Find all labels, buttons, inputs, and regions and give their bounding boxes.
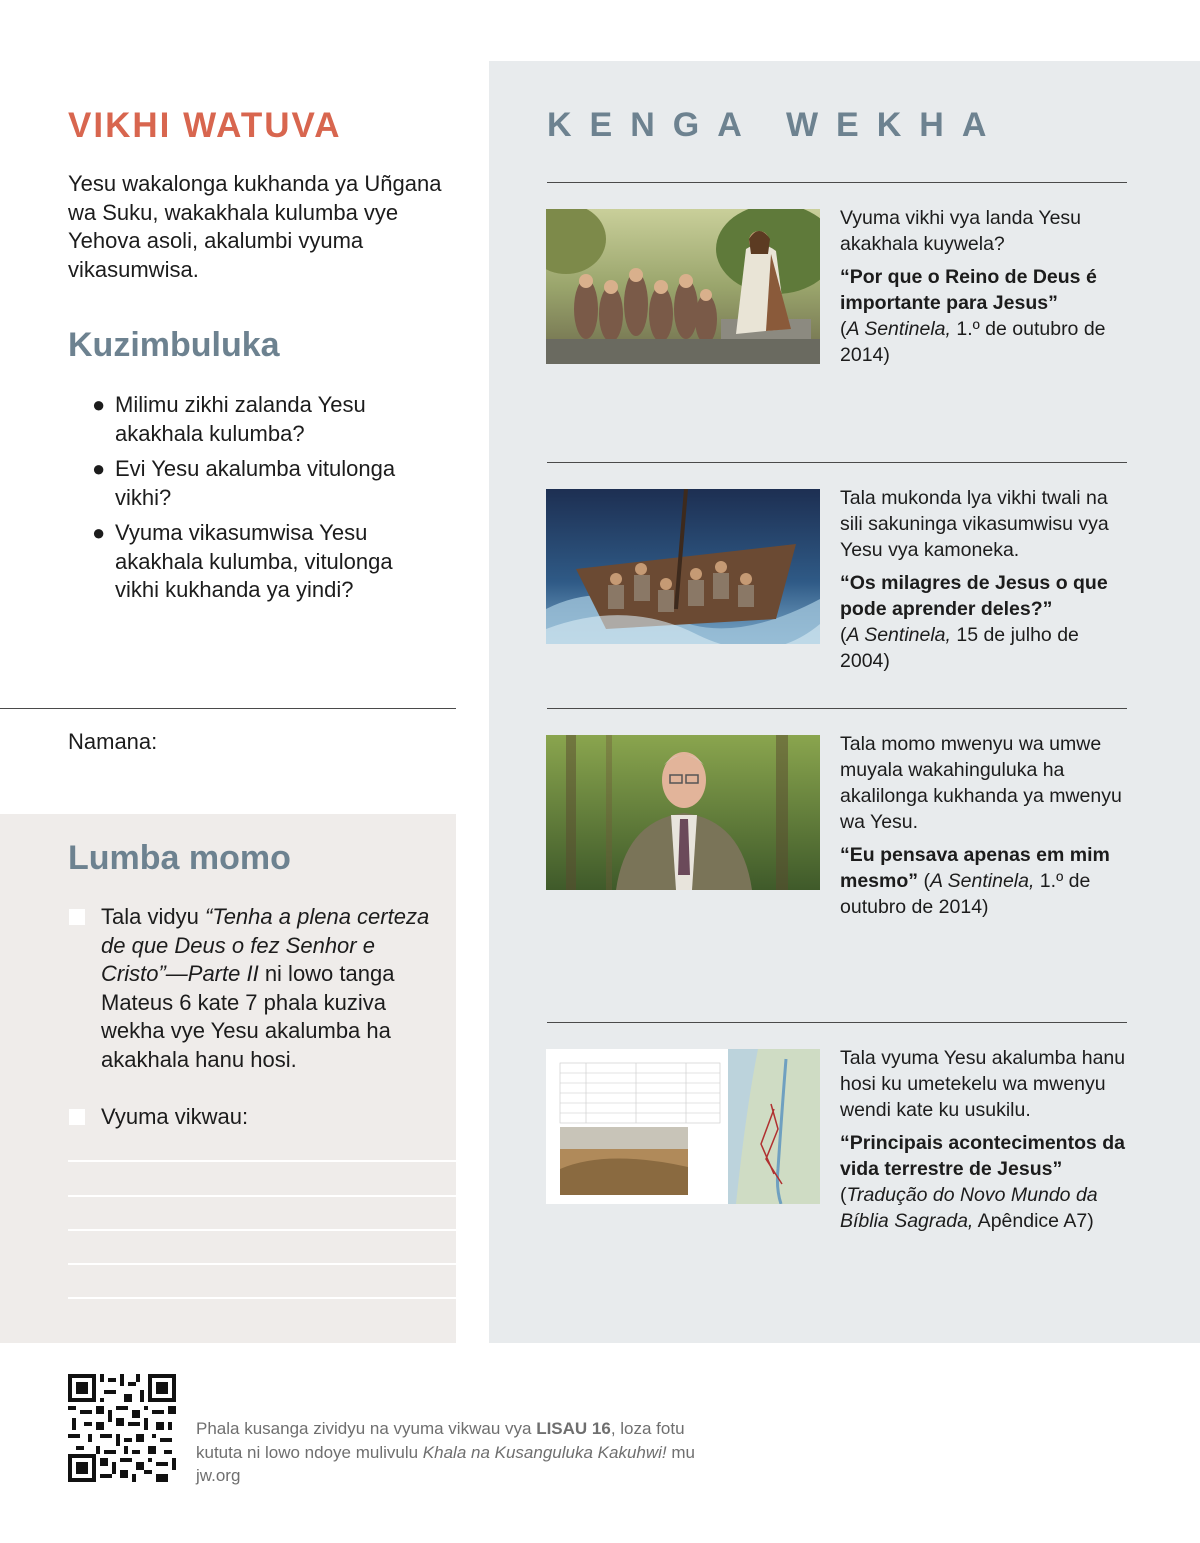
footer-note: Phala kusanga zividyu na vyuma vikwau vya LISAU 16, loza fotu kututa ni lowo ndoye mulivulu Khala na Kusanguluka Kakuhwi! mu jw.org — [196, 1419, 695, 1485]
writing-line[interactable] — [68, 1297, 456, 1299]
jesus-teaching-image[interactable] — [546, 209, 820, 364]
resources-heading: KENGA WEKHA — [547, 106, 1005, 144]
boat-storm-image[interactable] — [546, 489, 820, 644]
reference-title[interactable]: “Os milagres de Jesus o que pode aprender deles?” — [840, 572, 1108, 620]
publication-name: A Sentinela, — [846, 624, 951, 646]
review-question: ● Evi Yesu akalumba vitulonga vikhi? — [92, 456, 396, 510]
reference-item: Tala momo mwenyu wa umwe muyala wakahinguluka ha akalilonga kukhanda ya mwenyu wa Yesu. “Eu pensava apenas em mim mesmo” (A Sentinela, 1.º de outubro de 2014) — [840, 731, 1130, 920]
summary-text: Yesu wakalonga kukhanda ya Uñgana wa Suku, wakakhala kulumba vye Yehova asoli, akalumbi vyuma vikasumwisa. — [68, 171, 442, 282]
task-list — [68, 903, 438, 1161]
checkbox[interactable] — [69, 909, 85, 925]
reference-question: Tala mukonda lya vikhi twali na sili sakuninga vikasumwisu vya Yesu vya kamoneka. — [840, 487, 1109, 561]
review-question: ● Vyuma vikasumwisa Yesu akakhala kulumba, vitulonga vikhi kukhanda ya yindi? — [92, 520, 393, 602]
reference-question: Tala momo mwenyu wa umwe muyala wakahinguluka ha akalilonga kukhanda ya mwenyu wa Yesu. — [840, 733, 1122, 833]
reference-item: Vyuma vikhi vya landa Yesu akakhala kuywela? “Por que o Reino de Deus é importante para Jesus” (A Sentinela, 1.º de outubro de 2014) — [840, 205, 1130, 368]
review-question-list — [90, 391, 430, 612]
task-item — [68, 1103, 438, 1132]
publication-name: A Sentinela, — [846, 318, 951, 340]
review-heading: Kuzimbuluka — [68, 326, 280, 364]
try-heading: Lumba momo — [68, 839, 291, 877]
divider — [547, 708, 1127, 709]
video-title: “Tenha a plena certeza de que Deus o fez Senhor e Cristo”—Parte II — [101, 904, 430, 986]
reference-question: Tala vyuma Yesu akalumba hanu hosi ku umetekelu wa mwenyu wendi kate ku usukilu. — [840, 1047, 1126, 1121]
reference-item: Tala mukonda lya vikhi twali na sili sakuninga vikasumwisu vya Yesu vya kamoneka. “Os milagres de Jesus o que pode aprender deles?” (A Sentinela, 15 de julho de 2004) — [840, 485, 1130, 674]
writing-line[interactable] — [68, 1229, 456, 1231]
summary-heading: VIKHI WATUVA — [68, 106, 342, 145]
writing-line[interactable] — [68, 1263, 456, 1265]
man-portrait-image[interactable] — [546, 735, 820, 890]
checkbox[interactable] — [69, 1109, 85, 1125]
namana-label: Namana: — [68, 729, 158, 754]
publication-name: Tradução do Novo Mundo da Bíblia Sagrada, — [840, 1184, 1098, 1232]
reference-question: Vyuma vikhi vya landa Yesu akakhala kuywela? — [840, 207, 1082, 255]
reference-item: Tala vyuma Yesu akalumba hanu hosi ku umetekelu wa mwenyu wendi kate ku usukilu. “Principais acontecimentos da vida terrestre de Jesus” (Tradução do Novo Mundo da Bíblia Sagrada, Apêndice A7) — [840, 1045, 1130, 1234]
reference-title[interactable]: “Principais acontecimentos da vida terrestre de Jesus” — [840, 1132, 1126, 1180]
divider — [547, 182, 1127, 183]
bullet-icon: ● — [92, 456, 106, 481]
writing-line[interactable] — [68, 1195, 456, 1197]
divider — [547, 1022, 1127, 1023]
chart-map-image[interactable] — [546, 1049, 820, 1204]
bullet-icon: ● — [92, 520, 106, 545]
divider — [0, 708, 456, 709]
writing-line[interactable] — [68, 1160, 456, 1162]
reference-title[interactable]: “Eu pensava apenas em mim mesmo” — [840, 844, 1110, 892]
review-question: ● Milimu zikhi zalanda Yesu akakhala kulumba? — [92, 392, 366, 446]
publication-name: A Sentinela, — [929, 870, 1035, 892]
bullet-icon: ● — [92, 392, 106, 417]
divider — [547, 462, 1127, 463]
task-label: Vyuma vikwau: — [101, 1104, 249, 1129]
reference-title[interactable]: “Por que o Reino de Deus é importante para Jesus” — [840, 266, 1097, 314]
task-item: Tala vidyu “Tenha a plena certeza de que Deus o fez Senhor e Cristo”—Parte II ni lowo tanga Mateus 6 kate 7 phala kuziva wekha vye Yesu akalumba ha akakhala hanu hosi. — [68, 903, 438, 1074]
qr-code-icon[interactable] — [68, 1374, 176, 1482]
